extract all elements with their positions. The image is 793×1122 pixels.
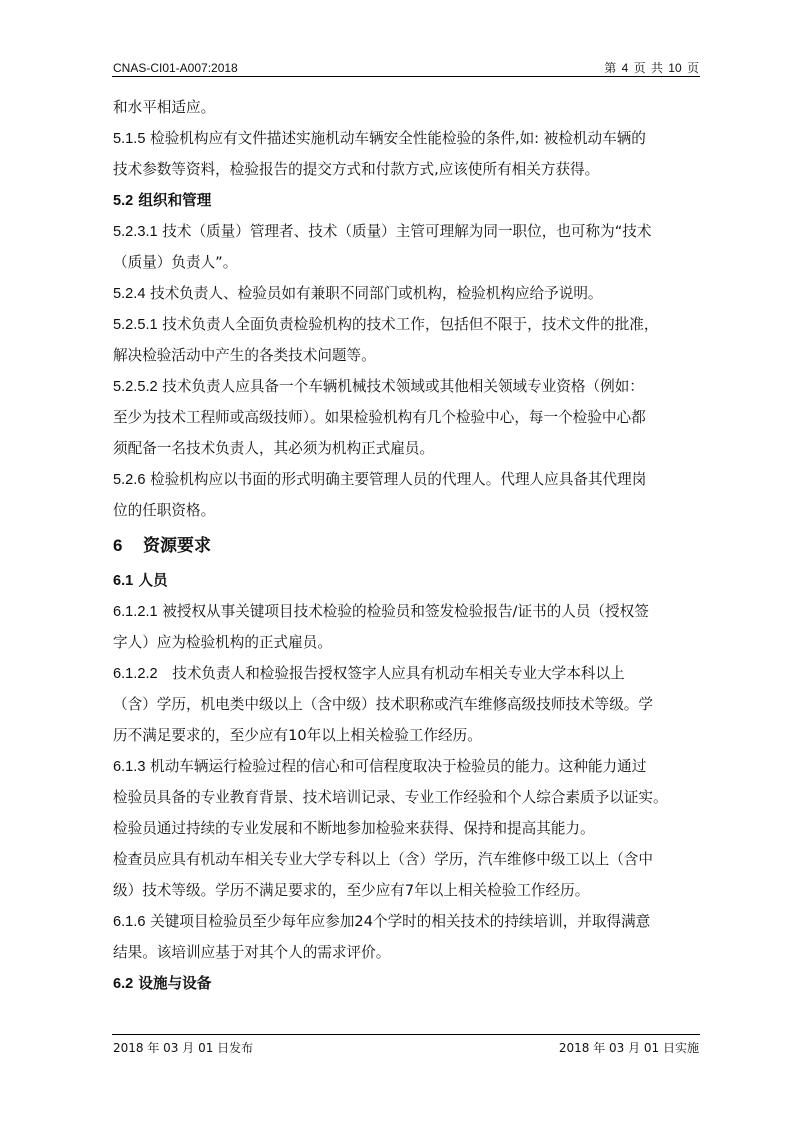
clause-number: 5.2.3.1: [113, 224, 158, 240]
line-text: 技术负责人全面负责检验机构的技术工作，包括但不限于，技术文件的批准，: [157, 316, 659, 333]
line-text: （质量）负责人”。: [113, 254, 238, 271]
line-text: 关键项目检验员至少每年应参加24个学时的相关技术的持续培训，并取得满意: [145, 913, 651, 930]
line-text: 级）技术等级。学历不满足要求的，至少应有7年以上相关检验工作经历。: [113, 882, 590, 899]
paragraph-line: [113, 154, 700, 185]
line-text: 技术负责人、检验员如有兼职不同部门或机构，检验机构应给予说明。: [145, 285, 603, 302]
paragraph-line: [113, 813, 700, 844]
clause-number: 6.1.3: [113, 759, 146, 775]
clause-number: 5.2.5.2: [113, 379, 158, 395]
subsection-heading: [113, 968, 700, 999]
line-text: （含）学历，机电类中级以上（含中级）技术职称或汽车维修高级技师技术等级。学: [113, 696, 653, 713]
paragraph-line: [113, 689, 700, 720]
paragraph-line: [113, 627, 700, 658]
line-text: 须配备一名技术负责人，其必须为机构正式雇员。: [113, 440, 435, 457]
line-text: 技术负责人应具备一个车辆机械技术领域或其他相关领域专业资格（例如：: [157, 378, 644, 395]
clause-number: 6.1.2.1: [113, 604, 158, 620]
clause-number: 5.1.5: [113, 131, 146, 147]
line-text: 设施与设备: [133, 975, 212, 992]
document-code: CNAS-CI01-A007:2018: [113, 61, 238, 75]
page-header: [113, 60, 699, 76]
paragraph-line: [113, 937, 700, 968]
clause-number: 5.2.5.1: [113, 317, 158, 333]
footer-divider: [112, 1034, 700, 1035]
page-number: 第 4 页 共 10 页: [604, 61, 699, 75]
clause-number: 6.1.2.2: [113, 666, 158, 682]
paragraph-line: [113, 906, 700, 937]
paragraph-line: [113, 278, 700, 309]
line-text: 技术参数等资料，检验报告的提交方式和付款方式,应该使所有相关方获得。: [113, 161, 600, 178]
paragraph-line: [113, 782, 700, 813]
line-text: 字人）应为检验机构的正式雇员。: [113, 634, 332, 651]
paragraph-line: [113, 247, 700, 278]
clause-number: 5.2.6: [113, 472, 146, 488]
section-heading: [113, 526, 700, 565]
document-body: [113, 92, 700, 999]
issue-date: 2018 年 03 月 01 日发布: [113, 1041, 254, 1055]
line-text: 机动车辆运行检验过程的信心和可信程度取决于检验员的能力。这种能力通过: [145, 758, 647, 775]
line-text: 人员: [133, 572, 168, 589]
line-text: 检验机构应以书面的形式明确主要管理人员的代理人。代理人应具备其代理岗: [145, 471, 647, 488]
clause-number: 5.2: [113, 193, 134, 209]
paragraph-line: [113, 658, 700, 689]
page-footer: [113, 1040, 699, 1056]
line-text: 解决检验活动中产生的各类技术问题等。: [113, 347, 376, 364]
line-text: 被授权从事关键项目技术检验的检验员和签发检验报告/证书的人员（授权签: [157, 603, 649, 620]
paragraph-line: [113, 402, 700, 433]
clause-number: 6: [113, 536, 123, 555]
line-text: 资源要求: [143, 536, 211, 556]
line-text: 检查员应具有机动车相关专业大学专科以上（含）学历，汽车维修中级工以上（含中: [113, 851, 653, 868]
subsection-heading: [113, 185, 700, 216]
line-text: 结果。该培训应基于对其个人的需求评价。: [113, 944, 391, 961]
paragraph-line: [113, 720, 700, 751]
clause-number: 6.1: [113, 573, 134, 589]
line-text: 检验员具备的专业教育背景、技术培训记录、专业工作经验和个人综合素质予以证实。: [113, 789, 668, 806]
paragraph-line: [113, 92, 700, 123]
effective-date: 2018 年 03 月 01 日实施: [558, 1041, 699, 1055]
paragraph-line: [113, 751, 700, 782]
clause-number: 6.2: [113, 976, 134, 992]
paragraph-line: [113, 844, 700, 875]
paragraph-line: [113, 464, 700, 495]
paragraph-line: [113, 340, 700, 371]
line-text: 至少为技术工程师或高级技师）。如果检验机构有几个检验中心，每一个检验中心都: [113, 409, 646, 426]
line-text: 和水平相适应。: [113, 99, 216, 116]
paragraph-line: [113, 433, 700, 464]
line-text: 位的任职资格。: [113, 502, 216, 519]
paragraph-line: [113, 371, 700, 402]
paragraph-line: [113, 596, 700, 627]
paragraph-line: [113, 216, 700, 247]
clause-number: 5.2.4: [113, 286, 146, 302]
line-text: 检验员通过持续的专业发展和不断地参加检验来获得、保持和提高其能力。: [113, 820, 595, 837]
paragraph-line: [113, 495, 700, 526]
subsection-heading: [113, 565, 700, 596]
paragraph-line: [113, 309, 700, 340]
line-text: 技术（质量）管理者、技术（质量）主管可理解为同一职位，也可称为“技术: [157, 223, 652, 240]
line-text: 检验机构应有文件描述实施机动车辆安全性能检验的条件,如: 被检机动车辆的: [145, 130, 646, 147]
line-text: 历不满足要求的，至少应有10年以上相关检验工作经历。: [113, 727, 482, 744]
paragraph-line: [113, 875, 700, 906]
header-divider: [112, 76, 700, 77]
paragraph-line: [113, 123, 700, 154]
line-text: 组织和管理: [133, 192, 212, 209]
clause-number: 6.1.6: [113, 914, 146, 930]
line-text: 技术负责人和检验报告授权签字人应具有机动车相关专业大学本科以上: [157, 665, 625, 682]
